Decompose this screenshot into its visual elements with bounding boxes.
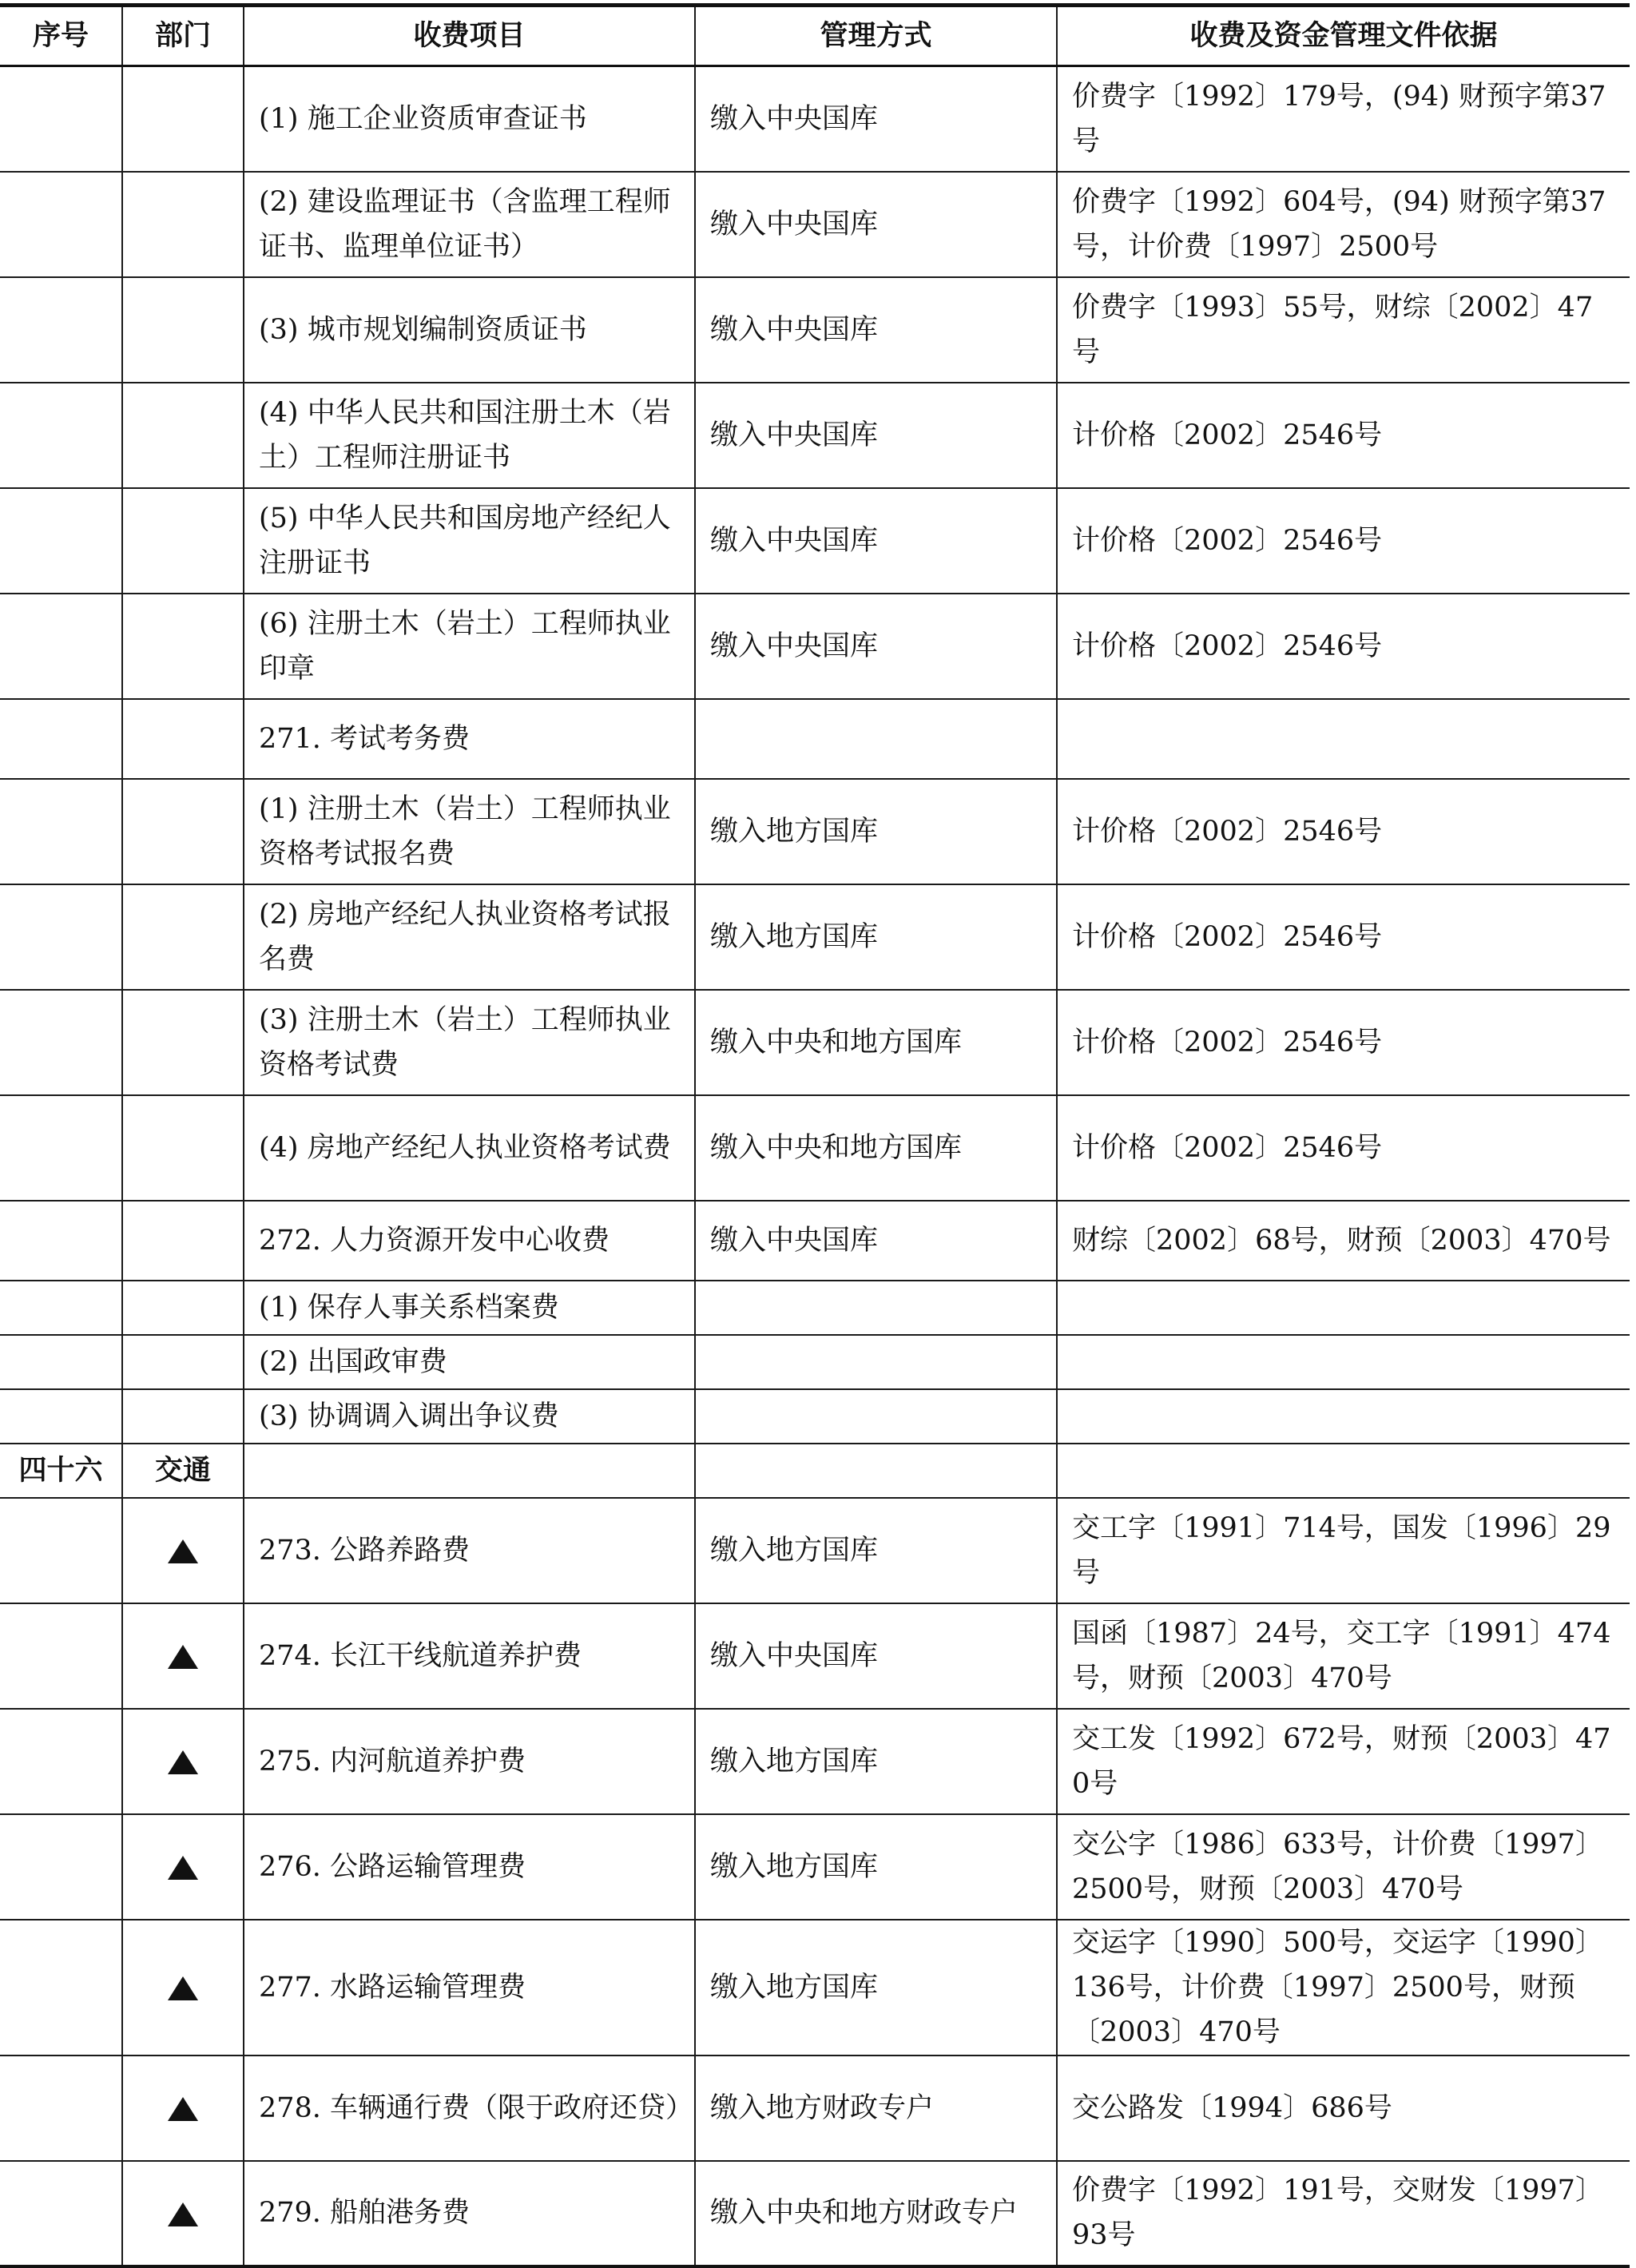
cell-dept <box>122 699 244 779</box>
cell-item: 278. 车辆通行费（限于政府还贷） <box>244 2055 695 2161</box>
cell-dept <box>122 1281 244 1335</box>
cell-basis: 交公字〔1986〕633号，计价费〔1997〕2500号，财预〔2003〕470号 <box>1057 1814 1630 1920</box>
triangle-marker-icon <box>168 1750 198 1774</box>
table-row <box>0 1389 1630 1444</box>
table-row <box>0 1709 1630 1814</box>
cell-dept <box>122 594 244 699</box>
cell-item <box>244 1444 695 1498</box>
table-row <box>0 1281 1630 1335</box>
cell-mgmt: 缴入中央国库 <box>695 277 1057 383</box>
cell-mgmt <box>695 1389 1057 1444</box>
cell-item: 271. 考试考务费 <box>244 699 695 779</box>
cell-basis: 价费字〔1992〕191号，交财发〔1997〕93号 <box>1057 2161 1630 2266</box>
cell-dept <box>122 2055 244 2161</box>
cell-basis: 国函〔1987〕24号，交工字〔1991〕474号，财预〔2003〕470号 <box>1057 1603 1630 1709</box>
cell-mgmt: 缴入地方国库 <box>695 1920 1057 2055</box>
table-row <box>0 1498 1630 1603</box>
cell-dept <box>122 1335 244 1389</box>
header-seq: 序号 <box>0 6 122 66</box>
cell-seq: 四十六 <box>0 1444 122 1498</box>
cell-basis: 交工发〔1992〕672号，财预〔2003〕470号 <box>1057 1709 1630 1814</box>
cell-seq <box>0 2161 122 2266</box>
cell-item: 273. 公路养路费 <box>244 1498 695 1603</box>
triangle-marker-icon <box>168 1976 198 2000</box>
table-row <box>0 699 1630 779</box>
header-basis: 收费及资金管理文件依据 <box>1057 6 1630 66</box>
cell-item: (1) 施工企业资质审查证书 <box>244 66 695 172</box>
cell-seq <box>0 1498 122 1603</box>
cell-basis: 财综〔2002〕68号，财预〔2003〕470号 <box>1057 1201 1630 1281</box>
cell-basis: 计价格〔2002〕2546号 <box>1057 990 1630 1095</box>
cell-basis: 计价格〔2002〕2546号 <box>1057 488 1630 594</box>
cell-basis: 价费字〔1992〕604号，(94) 财预字第37号，计价费〔1997〕2500号 <box>1057 172 1630 277</box>
cell-seq <box>0 1920 122 2055</box>
cell-basis: 交运字〔1990〕500号，交运字〔1990〕136号，计价费〔1997〕2500号，财预〔2003〕470号 <box>1057 1920 1630 2055</box>
table-row <box>0 1201 1630 1281</box>
cell-dept <box>122 990 244 1095</box>
table-row <box>0 1920 1630 2055</box>
table-row <box>0 990 1630 1095</box>
cell-seq <box>0 1281 122 1335</box>
cell-seq <box>0 1335 122 1389</box>
cell-basis: 计价格〔2002〕2546号 <box>1057 594 1630 699</box>
table-row <box>0 2055 1630 2161</box>
cell-item: (4) 房地产经纪人执业资格考试费 <box>244 1095 695 1201</box>
cell-basis: 价费字〔1992〕179号，(94) 财预字第37号 <box>1057 66 1630 172</box>
cell-dept <box>122 779 244 884</box>
cell-dept <box>122 1814 244 1920</box>
table-row <box>0 884 1630 990</box>
fee-table <box>0 3 1630 2268</box>
cell-mgmt <box>695 699 1057 779</box>
cell-mgmt <box>695 1444 1057 1498</box>
cell-dept <box>122 1709 244 1814</box>
cell-mgmt: 缴入地方国库 <box>695 1709 1057 1814</box>
cell-seq <box>0 779 122 884</box>
cell-item: (4) 中华人民共和国注册土木（岩土）工程师注册证书 <box>244 383 695 488</box>
cell-dept: 交通 <box>122 1444 244 1498</box>
cell-mgmt: 缴入中央和地方财政专户 <box>695 2161 1057 2266</box>
triangle-marker-icon <box>168 1539 198 1563</box>
triangle-marker-icon <box>168 2097 198 2121</box>
header-row <box>0 6 1630 66</box>
cell-mgmt: 缴入中央和地方国库 <box>695 1095 1057 1201</box>
cell-mgmt: 缴入地方国库 <box>695 884 1057 990</box>
cell-mgmt: 缴入地方国库 <box>695 1498 1057 1603</box>
cell-mgmt: 缴入中央国库 <box>695 1603 1057 1709</box>
header-item: 收费项目 <box>244 6 695 66</box>
cell-seq <box>0 884 122 990</box>
cell-mgmt <box>695 1335 1057 1389</box>
cell-dept <box>122 488 244 594</box>
cell-mgmt: 缴入地方国库 <box>695 779 1057 884</box>
table-row <box>0 1095 1630 1201</box>
cell-item: (1) 注册土木（岩土）工程师执业资格考试报名费 <box>244 779 695 884</box>
table-row <box>0 779 1630 884</box>
header-dept: 部门 <box>122 6 244 66</box>
cell-seq <box>0 66 122 172</box>
cell-seq <box>0 1201 122 1281</box>
cell-dept <box>122 1603 244 1709</box>
cell-item: (2) 出国政审费 <box>244 1335 695 1389</box>
cell-item: 272. 人力资源开发中心收费 <box>244 1201 695 1281</box>
cell-item: (3) 注册土木（岩土）工程师执业资格考试费 <box>244 990 695 1095</box>
cell-item: (3) 城市规划编制资质证书 <box>244 277 695 383</box>
cell-dept <box>122 172 244 277</box>
cell-seq <box>0 383 122 488</box>
table-row <box>0 1335 1630 1389</box>
cell-dept <box>122 383 244 488</box>
table-row <box>0 1444 1630 1498</box>
cell-item: (6) 注册土木（岩土）工程师执业印章 <box>244 594 695 699</box>
table-row <box>0 172 1630 277</box>
table-row <box>0 277 1630 383</box>
cell-item: 276. 公路运输管理费 <box>244 1814 695 1920</box>
cell-seq <box>0 1389 122 1444</box>
cell-basis <box>1057 1444 1630 1498</box>
cell-item: (2) 房地产经纪人执业资格考试报名费 <box>244 884 695 990</box>
cell-seq <box>0 594 122 699</box>
cell-basis: 交公路发〔1994〕686号 <box>1057 2055 1630 2161</box>
cell-basis <box>1057 1389 1630 1444</box>
cell-item: (5) 中华人民共和国房地产经纪人注册证书 <box>244 488 695 594</box>
cell-mgmt: 缴入中央国库 <box>695 172 1057 277</box>
cell-seq <box>0 277 122 383</box>
cell-basis: 计价格〔2002〕2546号 <box>1057 1095 1630 1201</box>
cell-item: 274. 长江干线航道养护费 <box>244 1603 695 1709</box>
table-row <box>0 594 1630 699</box>
cell-seq <box>0 1709 122 1814</box>
cell-item: (1) 保存人事关系档案费 <box>244 1281 695 1335</box>
cell-basis <box>1057 1281 1630 1335</box>
triangle-marker-icon <box>168 1856 198 1880</box>
table-row <box>0 66 1630 172</box>
cell-mgmt: 缴入地方国库 <box>695 1814 1057 1920</box>
cell-dept <box>122 277 244 383</box>
cell-mgmt <box>695 1281 1057 1335</box>
cell-mgmt: 缴入中央国库 <box>695 66 1057 172</box>
cell-item: 275. 内河航道养护费 <box>244 1709 695 1814</box>
cell-item: 279. 船舶港务费 <box>244 2161 695 2266</box>
cell-basis: 价费字〔1993〕55号，财综〔2002〕47号 <box>1057 277 1630 383</box>
cell-dept <box>122 1920 244 2055</box>
cell-basis: 计价格〔2002〕2546号 <box>1057 779 1630 884</box>
table-body <box>0 66 1630 2266</box>
cell-dept <box>122 884 244 990</box>
cell-dept <box>122 2161 244 2266</box>
triangle-marker-icon <box>168 2202 198 2226</box>
cell-mgmt: 缴入地方财政专户 <box>695 2055 1057 2161</box>
cell-seq <box>0 1814 122 1920</box>
cell-seq <box>0 990 122 1095</box>
triangle-marker-icon <box>168 1645 198 1669</box>
cell-dept <box>122 1201 244 1281</box>
cell-seq <box>0 1095 122 1201</box>
header-mgmt: 管理方式 <box>695 6 1057 66</box>
cell-mgmt: 缴入中央和地方国库 <box>695 990 1057 1095</box>
cell-dept <box>122 1389 244 1444</box>
cell-item: (3) 协调调入调出争议费 <box>244 1389 695 1444</box>
cell-basis: 计价格〔2002〕2546号 <box>1057 383 1630 488</box>
cell-item: (2) 建设监理证书（含监理工程师证书、监理单位证书） <box>244 172 695 277</box>
cell-mgmt: 缴入中央国库 <box>695 1201 1057 1281</box>
cell-seq <box>0 2055 122 2161</box>
cell-mgmt: 缴入中央国库 <box>695 594 1057 699</box>
cell-basis <box>1057 1335 1630 1389</box>
table-row <box>0 1603 1630 1709</box>
table-row <box>0 1814 1630 1920</box>
table-row <box>0 488 1630 594</box>
cell-seq <box>0 1603 122 1709</box>
cell-item: 277. 水路运输管理费 <box>244 1920 695 2055</box>
cell-dept <box>122 1095 244 1201</box>
table-row <box>0 2161 1630 2266</box>
cell-seq <box>0 699 122 779</box>
cell-basis: 计价格〔2002〕2546号 <box>1057 884 1630 990</box>
table-row <box>0 383 1630 488</box>
cell-dept <box>122 66 244 172</box>
cell-dept <box>122 1498 244 1603</box>
cell-seq <box>0 172 122 277</box>
cell-seq <box>0 488 122 594</box>
cell-mgmt: 缴入中央国库 <box>695 383 1057 488</box>
cell-basis <box>1057 699 1630 779</box>
cell-mgmt: 缴入中央国库 <box>695 488 1057 594</box>
cell-basis: 交工字〔1991〕714号，国发〔1996〕29号 <box>1057 1498 1630 1603</box>
